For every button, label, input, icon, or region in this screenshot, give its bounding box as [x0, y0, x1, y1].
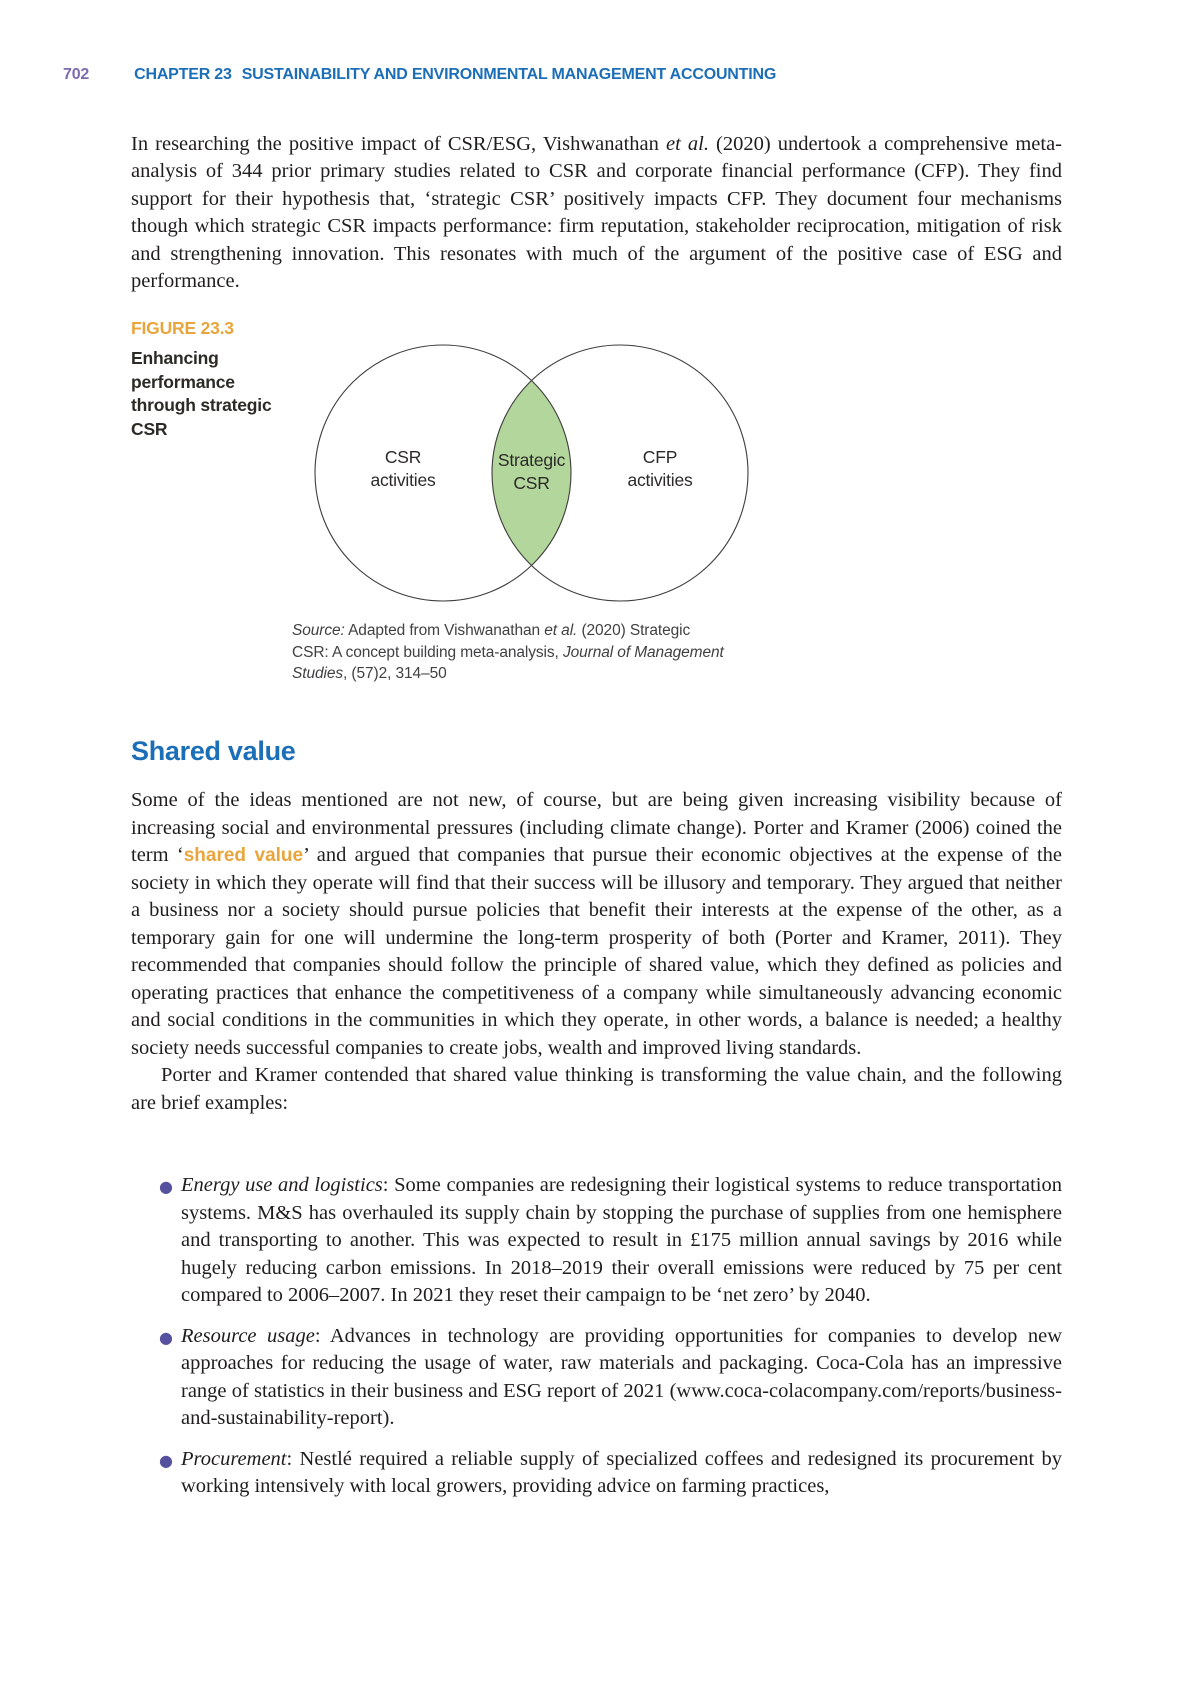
venn-right-label-line1: CFP [642, 447, 678, 467]
figure-caption: Enhancing performance through strategic CSR [131, 348, 272, 439]
source-seg6: , (57)2, 314–50 [343, 665, 447, 682]
figure-label-block [131, 318, 286, 441]
chapter-title: SUSTAINABILITY AND ENVIRONMENTAL MANAGEMENT ACCOUNTING [241, 66, 777, 83]
bullet-lead-energy: Energy use and logistics [181, 1174, 383, 1196]
venn-diagram [303, 333, 773, 617]
section-heading-shared-value: Shared value [131, 736, 296, 766]
figure-source [292, 620, 724, 685]
venn-overlap-label-line1: Strategic [497, 450, 566, 470]
shared-value-para2: Porter and Kramer contended that shared value thinking is transforming the value chain, and the following are brief examples: [131, 1064, 1062, 1114]
chapter-label: CHAPTER 23 [134, 66, 232, 83]
running-head [63, 66, 1123, 84]
bullet-icon: ● [159, 1327, 173, 1347]
examples-bullet-list [131, 1172, 1062, 1514]
bullet-text-procurement: : Nestlé required a reliable supply of specialized coffees and redesigned its procurement by working intensively with local growers, providing advice on farming practices, [181, 1447, 1062, 1497]
source-seg4: (2020) Strategic CSR: A concept building meta-analysis, [292, 622, 691, 661]
list-item-procurement [131, 1446, 1062, 1501]
source-journal-italic: Journal of Management Studies [292, 643, 724, 682]
bullet-text-resource: : Advances in technology are providing opportunities for companies to develop new approaches for reducing the usage of water, raw materials and packaging. Coca-Cola has an impressive range of statistics in their business and ESG report of 2021 (www.coca-colacompany.com/reports/business-and-sustainability-report). [181, 1324, 1063, 1429]
bullet-icon: ● [159, 1450, 173, 1470]
shared-value-para1 [131, 787, 1062, 1062]
bullet-icon: ● [159, 1177, 173, 1196]
source-seg2: Adapted from Vishwanathan [344, 622, 545, 639]
intro-etal-italic: et al. [666, 132, 709, 155]
bullet-lead-resource: Resource usage [181, 1324, 315, 1347]
page-number: 702 [63, 66, 90, 83]
list-item-energy [131, 1172, 1062, 1310]
sv-seg3: ’ and argued that companies that pursue their economic objectives at the expense of the society in which they operate will find that their success will be illusory and temporary. They argued that neither a business nor a society should pursue policies that benefit their interests at the expense of the other, as a temporary gain for one will undermine the long-term prosperity of both (Porter and Kramer, 2011). They recommended that companies should follow the principle of shared value, which they defined as policies and operating practices that enhance the competitiveness of a company while simultaneously advancing economic and social conditions in the communities in which they operate, in other words, a balance is needed; a healthy society needs successful companies to create jobs, wealth and improved living standards. [131, 844, 1062, 1059]
shared-value-term: shared value [183, 845, 304, 866]
source-word-italic: Source: [292, 622, 345, 639]
chapter-heading [134, 66, 776, 84]
figure-number: FIGURE 23.3 [131, 318, 234, 338]
venn-svg [303, 333, 773, 617]
intro-seg3: (2020) undertook a comprehensive meta-analysis of 344 prior primary studies related to CSR and corporate financial performance (CFP). They find support for their hypothesis that, ‘strategic CSR’ positively impacts CFP. They document four mechanisms though which strategic CSR impacts performance: firm reputation, stakeholder reciprocation, mitigation of risk and strengthening innovation. This resonates with much of the argument of the positive case of ESG and performance. [131, 132, 1062, 292]
venn-overlap-label-line2: CSR [513, 473, 550, 493]
list-item-resource [131, 1323, 1062, 1433]
sv-seg1: Some of the ideas mentioned are not new, of course, but are being given increasing visibility because of increasing social and environmental pressures (including climate change). Porter and Kramer (2006) coined the term ‘ [131, 789, 1062, 866]
intro-paragraph [131, 131, 1062, 296]
venn-left-label-line1: CSR [384, 447, 422, 467]
intro-seg1: In researching the positive impact of CSR/ESG, Vishwanathan [131, 132, 666, 155]
shared-value-paragraphs [131, 787, 1062, 1117]
source-etal-italic: et al. [544, 622, 578, 639]
bullet-lead-procurement: Procurement [181, 1447, 287, 1470]
venn-right-label-line2: activities [627, 470, 693, 490]
venn-left-label-line2: activities [370, 470, 436, 490]
bullet-text-energy: : Some companies are redesigning their logistical systems to reduce transportation systems. M&S has overhauled its supply chain by stopping the purchase of supplies from one hemisphere and transporting to another. This was expected to result in £175 million annual savings by 2016 while hugely reducing carbon emissions. In 2018–2019 their overall emissions were reduced by 75 per cent compared to 2006–2007. In 2021 they reset their campaign to be ‘net zero’ by 2040. [181, 1174, 1062, 1306]
